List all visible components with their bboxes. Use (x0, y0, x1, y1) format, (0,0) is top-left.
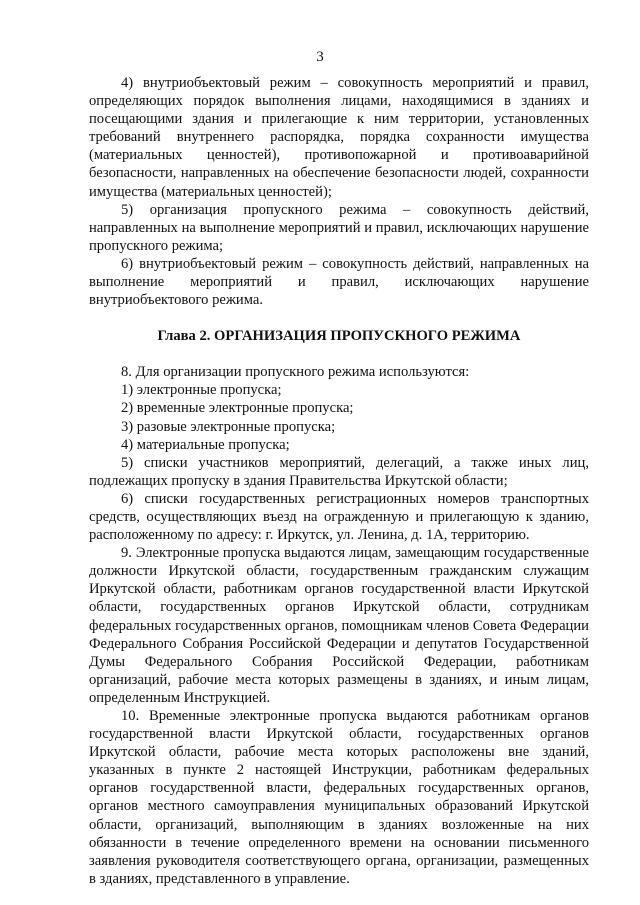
item-8-intro: 8. Для организации пропускного режима используются: (121, 364, 470, 381)
item-9-paragraph: 9. Электронные пропуска выдаются лицам, замещающим государственные должности Иркутской области, государственным гражданским служащим Иркутской области, работникам органов государственной власти Иркутской области, государственных органов Иркутской области, сотрудникам федеральных государственных органов, помощникам членов Совета Федерации Федерального Собрания Российской Федерации и депутатов Государственной Думы Федерального Собрания Российской Федерации, работникам организаций, рабочие места которых размещены в зданиях, и иным лицам, определенным Инструкцией. (89, 545, 589, 706)
paragraph-item-6: 6) внутриобъектовый режим – совокупность действий, направленных на выполнение мероприятий и правил, исключающих нарушение внутриобъектового режима. (89, 255, 589, 309)
item-10-paragraph: 10. Временные электронные пропуска выдаются работникам органов государственной власти Иркутской области, государственных органов Иркутской области, рабочие места которых расположены вне зданий, указанных в пункте 2 настоящей Инструкции, работникам федеральных органов государственной власти, федеральных государственных органов, органов местного самоуправления муниципальных образований Иркутской области, организаций, выполняющим в зданиях возложенные на них обязанности в течение определенного времени на основании письменного заявления руководителя соответствующего органа, организации, размещенных в зданиях, представленного в управление. (89, 708, 589, 887)
list-item-material-passes: 4) материальные пропуска; (121, 436, 290, 453)
list-item-participant-lists: 5) списки участников мероприятий, делегаций, а также иных лиц, подлежащих пропуску в здания Правительства Иркутской области; (89, 454, 589, 489)
list-item-single-passes: 3) разовые электронные пропуска; (121, 418, 336, 435)
paragraph-item-4: 4) внутриобъектовый режим – совокупность мероприятий и правил, определяющих порядок выполнения лицами, находящимися в зданиях и посещающими здания и прилегающие к ним территории, установленных требований внутреннего распорядка, порядка сохранности имущества (материальных ценностей), противопожарной и противоаварийной безопасности, направленных на обеспечение безопасности людей, сохранности имущества (материальных ценностей); (89, 75, 589, 200)
list-item-electronic-passes: 1) электронные пропуска; (121, 382, 282, 399)
document-body (89, 74, 589, 888)
page-number: 3 (316, 49, 324, 65)
list-item-vehicle-lists: 6) списки государственных регистрационных номеров транспортных средств, осуществляющих въезд на огражденную и прилегающую к зданию, расположенному по адресу: г. Иркутск, ул. Ленина, д. 1А, территорию. (89, 490, 589, 544)
list-item-temporary-passes: 2) временные электронные пропуска; (121, 400, 354, 417)
chapter-heading: Глава 2. ОРГАНИЗАЦИЯ ПРОПУСКНОГО РЕЖИМА (157, 328, 521, 345)
paragraph-item-5: 5) организация пропускного режима – совокупность действий, направленных на выполнение мероприятий и правил, исключающих нарушение пропускного режима; (89, 201, 589, 254)
